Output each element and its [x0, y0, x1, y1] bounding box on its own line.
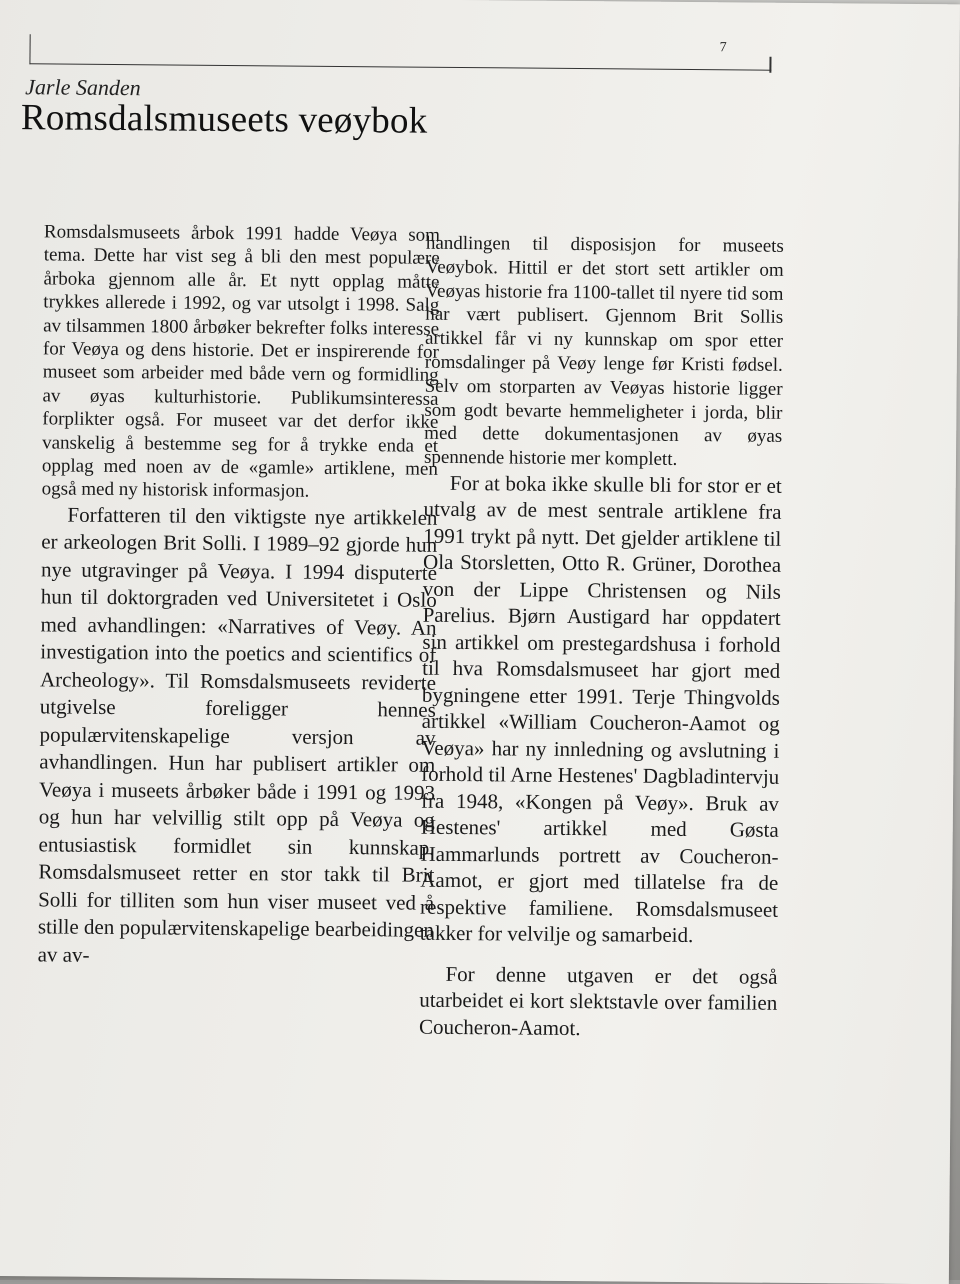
header-rule	[29, 34, 771, 70]
page-number: 7	[719, 40, 727, 56]
left-paragraph-1: Romsdalsmuseets årbok 1991 hadde Veøya som tema. Dette har vist seg å bli den mest populære årboka gjennom alle år. Et nytt opplag måtte trykkes allerede i 1992, og var utsolgt i 1998. Salg av tilsammen 1800 årbøker bekrefter folks interesse for Veøya og dens historie. Det er inspirerende for museet som arbeider med både vern og formidling av øyas kulturhistorie. Publikumsinteressa forplikter også. For museet var det derfor ikke vanskelig å bestemme seg for å trykke enda et opplag med noen av de «gamle» artiklene, men også med ny historisk informasjon.	[41, 221, 441, 503]
right-paragraph-2: For at boka ikke skulle bli for stor er et utvalg av de mest sentrale artiklene fra 1991 trykt på nytt. Det gjelder artiklene til Ola Storsletten, Otto R. Grüner, Dorothea von der Lippe Christensen og Nils Parelius. Bjørn Austigard har oppdatert sin artikkel om prestegardshusa i forhold til hva Romsdalsmuseet har gjort med bygningene etter 1991. Terje Thingvolds artikkel «William Coucheron-Aamot og Veøya» har ny innledning og avslutning i forhold til Arne Hestenes' Dagbladintervju fra 1948, «Kongen på Veøy». Bruk av Hestenes' artikkel med Gøsta Hammarlunds portrett av Coucheron-Aamot, er gjort med tillatelse fra de respektive familiene. Romsdalsmuseet takker for velvilje og samarbeid.	[419, 470, 782, 948]
left-paragraph-2: Forfatteren til den viktigste nye artikkelen er arkeologen Brit Solli. I 1989–92 gjorde hun nye utgravinger på Veøya. I 1994 disputerte hun til doktorgraden ved Universitetet i Oslo med avhandlingen: «Narratives of Veøy. An investigation into the poetics and scientifics of Archeology». Til Romsdalsmuseets reviderte utgivelse foreligger hennes populærvitenskapelige versjon av avhandlingen. Hun har publisert artikler om Veøya i museets årbøker både i 1991 og 1993 og hun har velvillig stilt opp på Veøya og entusiastisk formidlet sin kunnskap. Romsdalsmuseet retter en stor takk til Brit Solli for tilliten som hun viser museet ved å stille den populærvitenskapelige bearbeidingen av av-	[37, 502, 438, 967]
right-column	[419, 232, 784, 1044]
article-author: Jarle Sanden	[25, 74, 141, 101]
right-paragraph-1: handlingen til disposisjon for museets Veøybok. Hittil er det stort sett artikler om Veøyas historie fra 1100-tallet til nyere tid som har vært publisert. Gjennom Brit Sollis artikkel får vi ny kunnskap om spor etter romsdalinger på Veøy lenge før Kristi fødsel. Selv om storparten av Veøyas historie ligger som godt bevarte hemmeligheter i jorda, blir med dette dokumentasjonen av øyas spennende historie mer komplett.	[423, 232, 784, 471]
left-column	[38, 220, 441, 972]
article-title: Romsdalsmuseets veøybok	[20, 97, 428, 142]
header-rule-tick	[769, 57, 771, 73]
right-paragraph-3: For denne utgaven er det også utarbeidet ei kort slektstavle over familien Coucheron-Aamot.	[418, 961, 778, 1041]
